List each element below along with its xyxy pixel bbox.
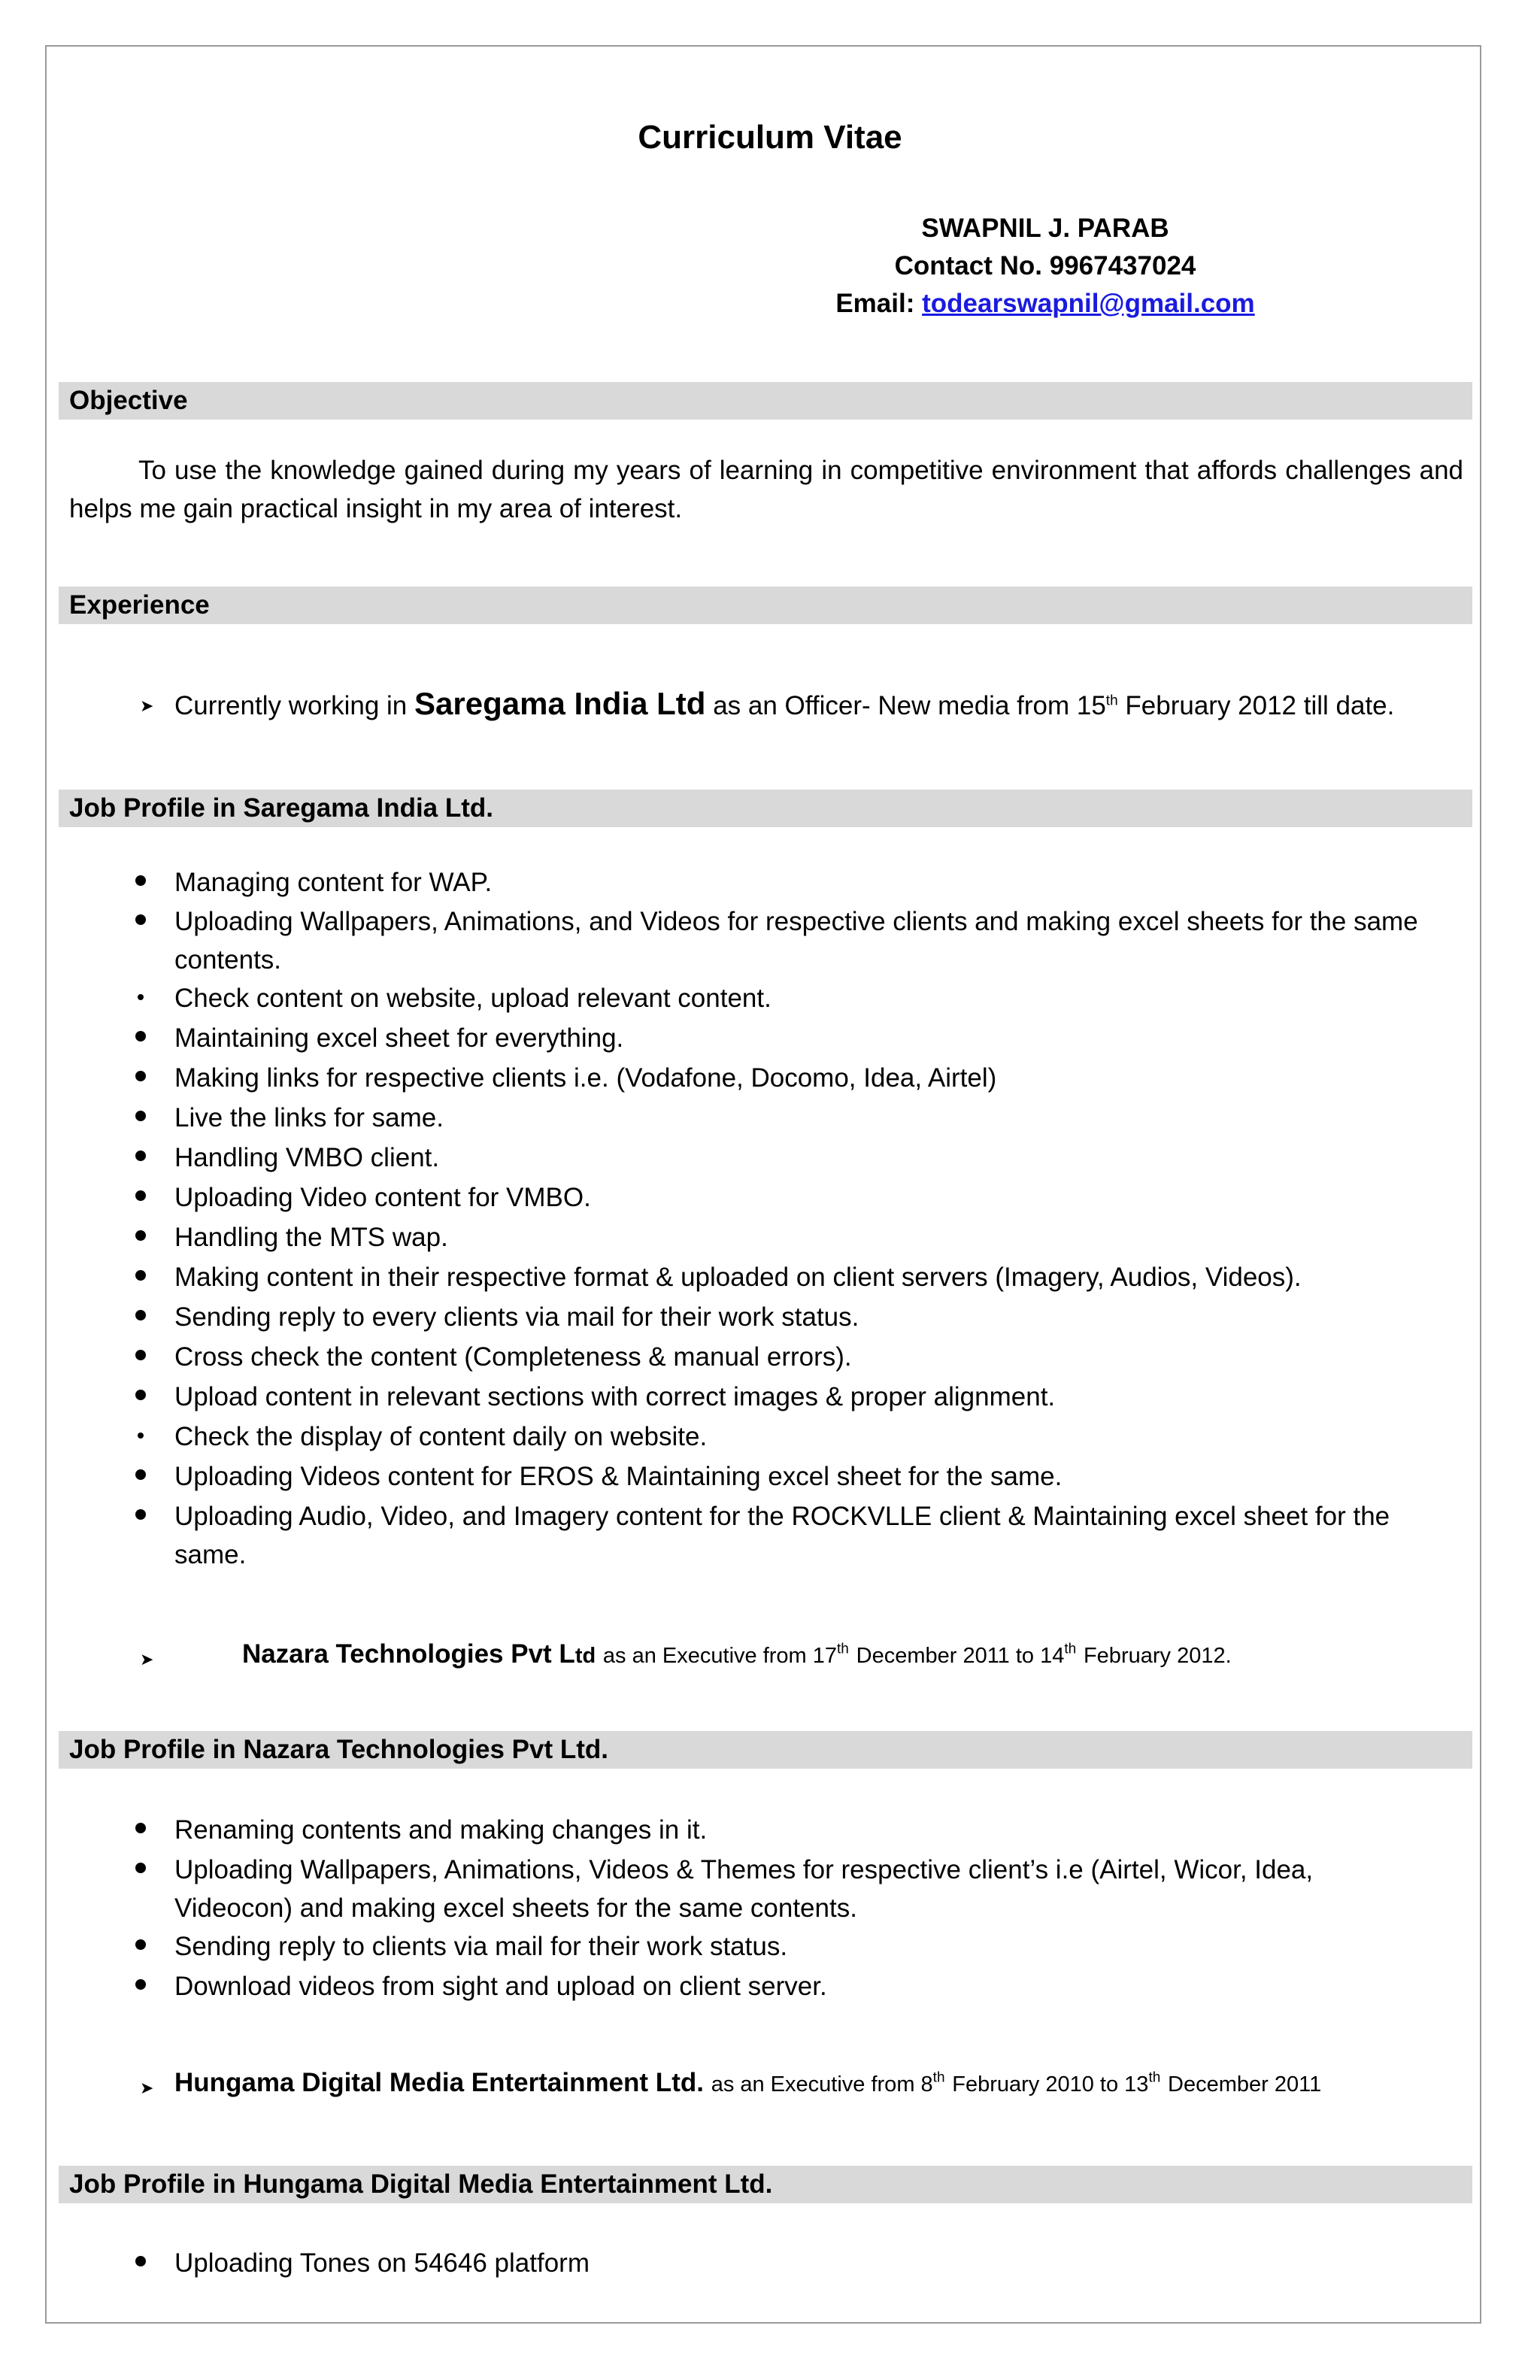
- arrow-bullet-icon: ➤: [140, 696, 154, 715]
- email-link[interactable]: todearswapnil@gmail.com: [922, 289, 1255, 318]
- hungama-job-text: [174, 2068, 1321, 2098]
- nazara-part2: December 2011 to 14: [856, 1644, 1065, 1668]
- nazara-part1: as an Executive from 17: [602, 1644, 838, 1668]
- bullet-icon: [135, 1469, 146, 1480]
- objective-text: To use the knowledge gained during my years of learning in competitive environment that affords challenges and helps me gain practical insight in my area of interest.: [69, 456, 1463, 523]
- nazara-company-tail: td: [574, 1644, 596, 1668]
- nazara-company: Nazara Technologies Pvt L: [242, 1639, 575, 1669]
- bullet-icon: [135, 1270, 146, 1281]
- hungama-part2: February 2010 to 13: [952, 2072, 1149, 2097]
- candidate-name: SWAPNIL J. PARAB: [921, 214, 1169, 243]
- bullet-icon: [138, 994, 144, 1000]
- current-job-middle: as an Officer- New media from 15: [713, 691, 1106, 720]
- nazara-part3: February 2012.: [1083, 1644, 1232, 1668]
- bullet-icon: [135, 1230, 146, 1241]
- current-job-suffix: February 2012 till date.: [1125, 691, 1395, 720]
- bullet-icon: [135, 1390, 146, 1400]
- current-company: Saregama India Ltd: [414, 686, 706, 721]
- email-label: Email:: [835, 289, 915, 318]
- contact-line: [0, 251, 1540, 281]
- bullet-icon: [135, 1863, 146, 1873]
- bullet-icon: [135, 1350, 146, 1360]
- hungama-part1: as an Executive from 8: [711, 2072, 933, 2097]
- nazara-profile-heading: Job Profile in Nazara Technologies Pvt Ltd.: [59, 1731, 1472, 1769]
- arrow-bullet-icon: ➤: [140, 2078, 154, 2097]
- bullet-icon: [135, 1071, 146, 1081]
- bullet-icon: [135, 1031, 146, 1041]
- hungama-profile-heading: Job Profile in Hungama Digital Media Entertainment Ltd.: [59, 2166, 1472, 2203]
- document-title: Curriculum Vitae: [638, 119, 902, 156]
- bullet-icon: [135, 875, 146, 886]
- contact-label: Contact No.: [894, 251, 1042, 280]
- current-job-prefix: Currently working in: [174, 691, 408, 720]
- nazara-sup2: th: [1064, 1641, 1077, 1657]
- hungama-part3: December 2011: [1168, 2072, 1322, 2097]
- nazara-job-text: [242, 1639, 1232, 1669]
- bullet-icon: [135, 2256, 146, 2266]
- bullet-icon: [135, 1190, 146, 1201]
- hungama-sup2: th: [1148, 2069, 1161, 2086]
- email-line: [0, 289, 1540, 319]
- bullet-icon: [135, 1111, 146, 1121]
- bullet-icon: [135, 1979, 146, 1990]
- current-job-text: [174, 686, 1394, 722]
- bullet-icon: [135, 1151, 146, 1161]
- objective-heading: Objective: [59, 382, 1472, 420]
- bullet-icon: [135, 1509, 146, 1520]
- bullet-icon: [135, 1939, 146, 1950]
- saregama-profile-heading: Job Profile in Saregama India Ltd.: [59, 790, 1472, 827]
- bullet-icon: [135, 1823, 146, 1833]
- hungama-sup1: th: [932, 2069, 945, 2086]
- contact-number: 9967437024: [1049, 251, 1196, 280]
- bullet-icon: [135, 1310, 146, 1320]
- current-job-sup: th: [1105, 693, 1118, 709]
- hungama-company: Hungama Digital Media Entertainment Ltd.: [174, 2068, 704, 2097]
- nazara-sup1: th: [837, 1641, 849, 1657]
- bullet-icon: [135, 914, 146, 925]
- arrow-bullet-icon: ➤: [140, 1650, 154, 1669]
- bullet-icon: [138, 1433, 144, 1439]
- experience-heading: Experience: [59, 587, 1472, 624]
